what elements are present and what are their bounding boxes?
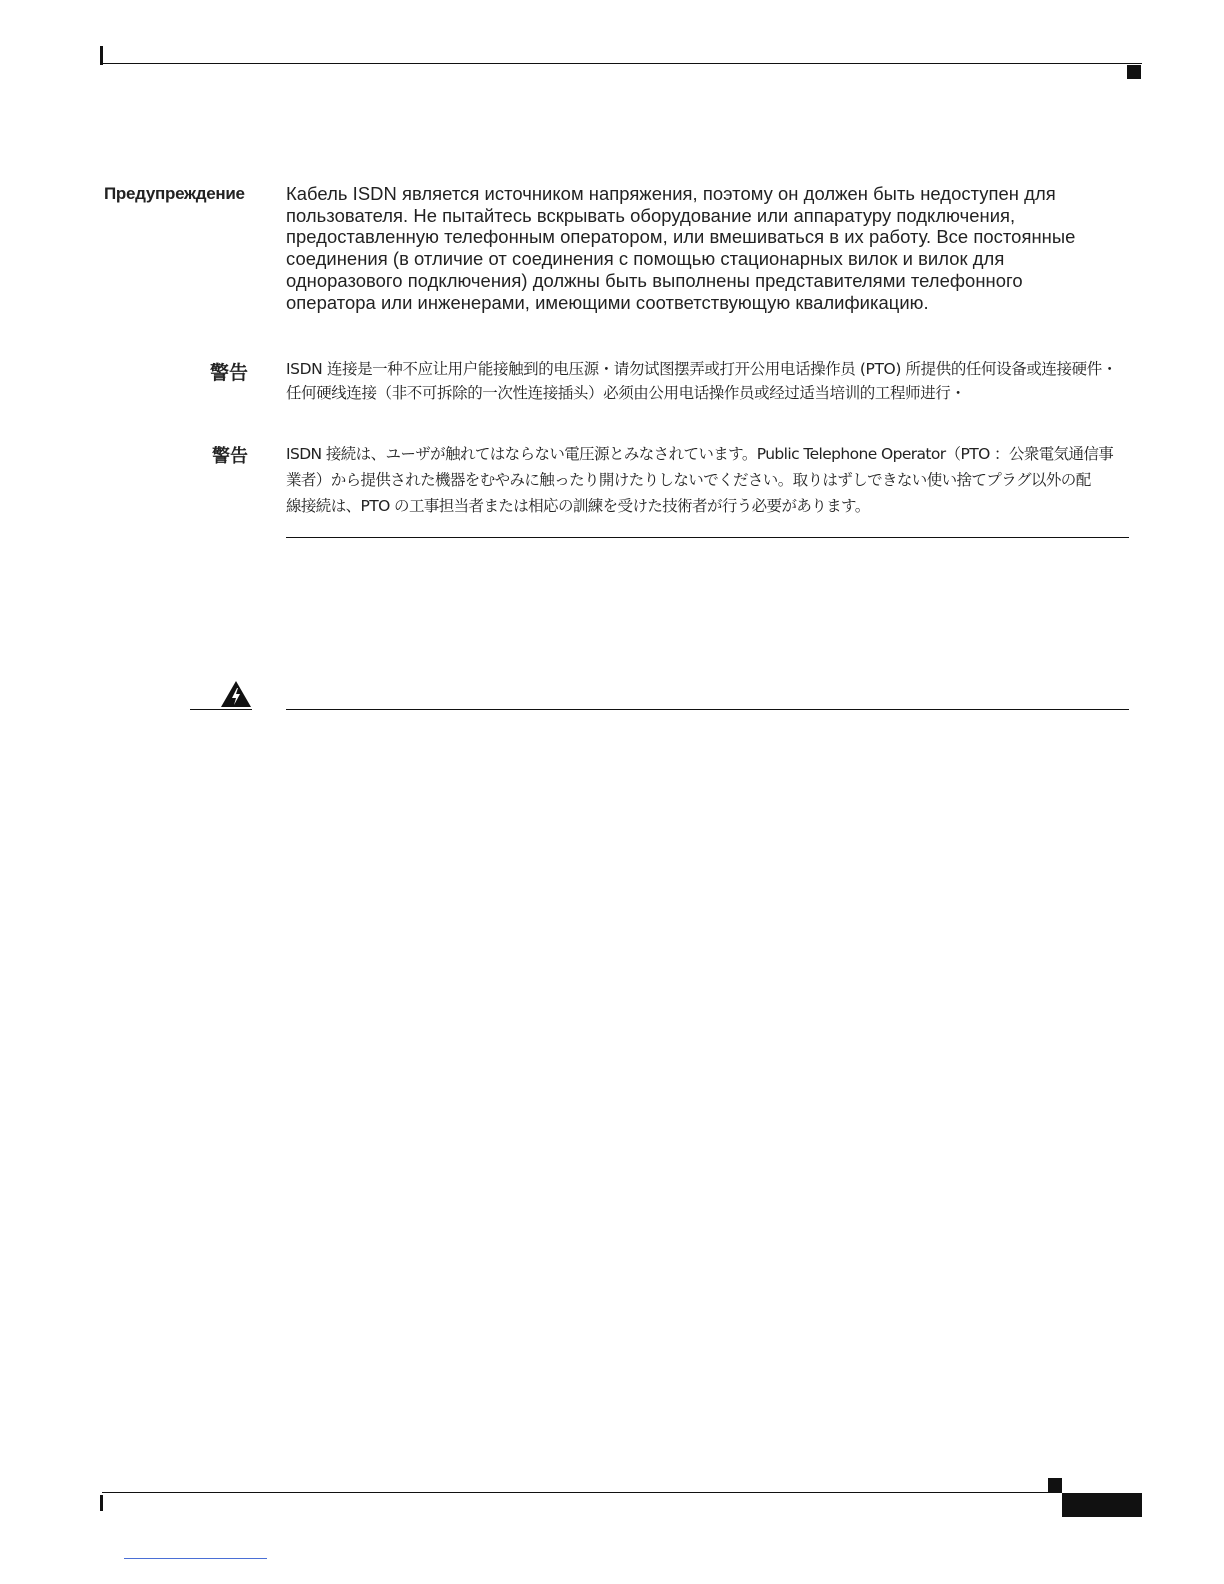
- warning-label-zh: 警告: [209, 362, 248, 384]
- footer-corner-marker: [1048, 1478, 1062, 1492]
- warning-line: Кабель ISDN является источником напряжения, поэтому он должен быть недоступен для: [286, 183, 1056, 204]
- warning-section-divider: [286, 537, 1129, 538]
- warning-line: ISDN 连接是一种不应让用户能接触到的电压源・请勿试图摆弄或打开公用电话操作员 (PTO) 所提供的任何设备或连接硬件・: [286, 360, 1117, 378]
- warning-bottom-rule: [286, 709, 1129, 710]
- warning-line: соединения (в отличие от соединения с помощью стационарных вилок и вилок для: [286, 248, 1005, 270]
- warning-label-ja: 警告: [212, 446, 248, 467]
- footer-page-tab: [1062, 1493, 1142, 1517]
- warning-text-zh: [286, 357, 1129, 405]
- icon-underline: [190, 709, 252, 710]
- warning-line: ISDN 接続は、ユーザが触れてはならない電圧源とみなされています。Public Telephone Operator（PTO ：公衆電気通信事: [286, 445, 1114, 463]
- warning-line: 業者）から提供された機器をむやみに触ったり開けたりしないでください。取りはずしできない使い捨てプラグ以外の配: [286, 471, 1091, 489]
- footer-left-tick: [100, 1495, 103, 1511]
- warning-line: оператора или инженерами, имеющими соответствующую квалификацию.: [286, 291, 929, 313]
- warning-line: 任何硬线连接（非不可拆除的一次性连接插头）必须由公用电话操作员或经过适当培训的工程师进行・: [286, 384, 966, 402]
- warning-line: одноразового подключения) должны быть выполнены представителями телефонного: [286, 269, 1023, 291]
- warning-label-ru: Предупреждение: [104, 184, 245, 203]
- header-corner-marker: [1127, 65, 1141, 79]
- warning-line: 線接続は、PTO の工事担当者または相応の訓練を受けた技術者が行う必要があります。: [286, 497, 870, 515]
- warning-lightning-icon: [220, 680, 252, 708]
- warning-line: предоставленную телефонным оператором, или вмешиваться в их работу. Все постоянные: [286, 226, 1076, 248]
- header-rule: [102, 63, 1142, 64]
- footer-link-underline[interactable]: [124, 1558, 267, 1559]
- warning-text-ru: [286, 183, 1129, 313]
- warning-text-ja: [286, 441, 1129, 519]
- footer-rule: [102, 1492, 1062, 1493]
- warning-line: пользователя. Не пытайтесь вскрывать оборудование или аппаратуру подключения,: [286, 204, 1016, 226]
